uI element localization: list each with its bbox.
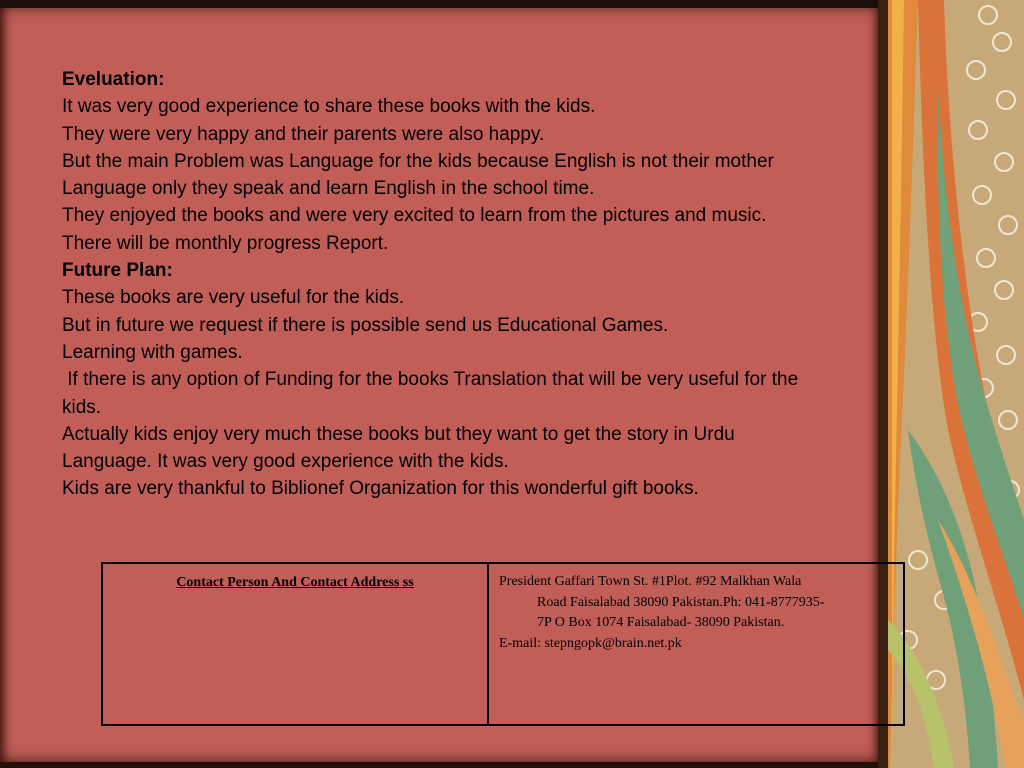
bottom-border	[0, 762, 880, 768]
contact-email: E-mail: stepngopk@brain.net.pk	[499, 635, 682, 651]
text-line: But the main Problem was Language for the kids because English is not their mother	[62, 150, 774, 172]
text-line: If there is any option of Funding for the books Translation that will be very useful for the	[62, 369, 799, 391]
text-line: Language. It was very good experience with the kids.	[62, 451, 509, 473]
contact-address-cell	[489, 564, 903, 724]
contact-label: Contact Person And Contact Address ss	[176, 575, 414, 590]
text-line: They enjoyed the books and were very excited to learn from the pictures and music.	[62, 205, 767, 227]
slide-body-text	[62, 66, 962, 503]
text-line: But in future we request if there is possible send us Educational Games.	[62, 314, 669, 336]
heading-evaluation: Eveluation:	[62, 69, 165, 90]
contact-address-line1: Gaffari Town St. #1Plot. #92 Malkhan Wala	[551, 574, 802, 589]
text-line: Learning with games.	[62, 341, 243, 363]
top-border	[0, 0, 880, 8]
contact-role: President	[499, 574, 552, 589]
text-line: These books are very useful for the kids.	[62, 287, 405, 309]
text-line: They were very happy and their parents were also happy.	[62, 123, 545, 145]
text-line: Language only they speak and learn English in the school time.	[62, 178, 595, 200]
contact-table	[101, 562, 905, 726]
contact-address-first-line	[499, 572, 903, 593]
heading-future-plan: Future Plan:	[62, 260, 173, 282]
contact-address-line2: Road Faisalabad 38090 Pakistan.Ph: 041-8777935-	[537, 594, 825, 610]
text-line: Kids are very thankful to Biblionef Organization for this wonderful gift books.	[62, 478, 699, 500]
text-line: There will be monthly progress Report.	[62, 232, 389, 254]
text-line: It was very good experience to share these books with the kids.	[62, 96, 596, 118]
contact-address-line3: 7P O Box 1074 Faisalabad- 38090 Pakistan.	[537, 615, 785, 630]
text-line: kids.	[62, 396, 102, 418]
text-line: Actually kids enjoy very much these books but they want to get the story in Urdu	[62, 423, 735, 445]
contact-label-cell	[103, 564, 489, 724]
